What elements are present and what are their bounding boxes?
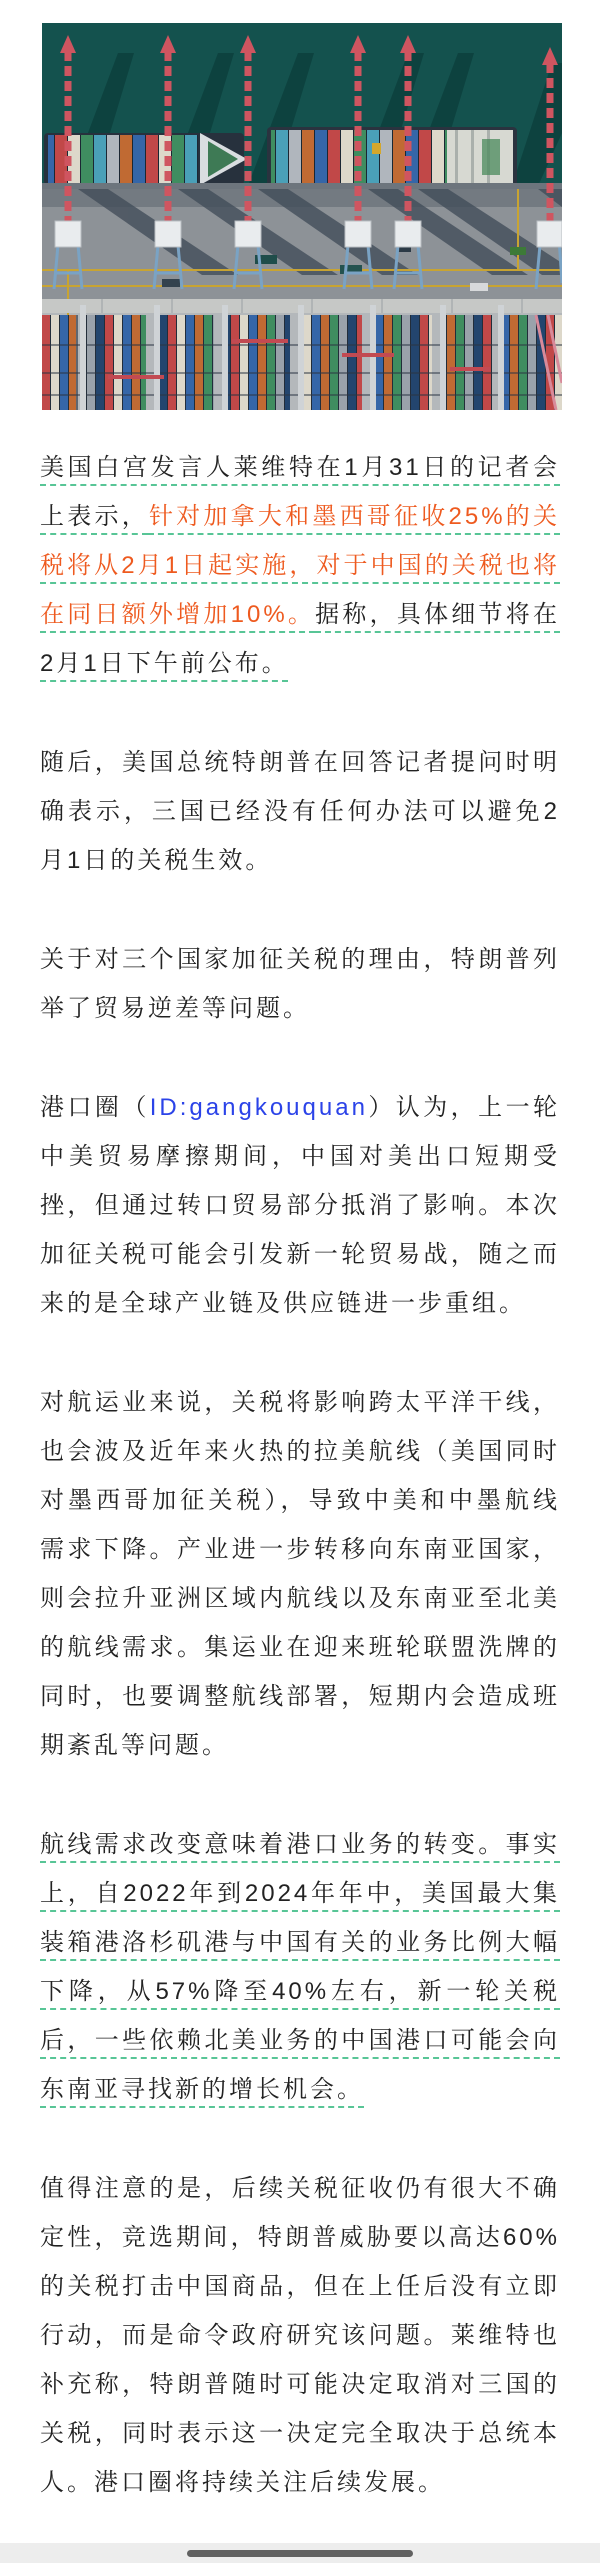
scrollbar-track xyxy=(0,2543,600,2563)
article-paragraph xyxy=(40,1378,560,1770)
article-body xyxy=(0,410,600,2507)
article-paragraph xyxy=(40,1083,560,1328)
article-paragraph xyxy=(40,2164,560,2507)
port-aerial-photo-graphic xyxy=(42,23,562,410)
highlight-text: 针对加拿大和墨西哥征收25%的关税将从2月1日起实施，对于中国的关税也将在同日额外增加10%。 xyxy=(40,503,560,628)
container-yard xyxy=(42,305,562,410)
scrollbar-thumb[interactable] xyxy=(187,2550,413,2557)
article-paragraph xyxy=(40,738,560,885)
article-paragraph xyxy=(40,1820,560,2114)
body-text: ）认为，上一轮中美贸易摩擦期间，中国对美出口短期受挫，但通过转口贸易部分抵消了影响。本次加征关税可能会引发新一轮贸易战，随之而来的是全球产业链及供应链进一步重组。 xyxy=(40,1094,561,1317)
body-text: 据称，具体细节将在2月1日下午前公布。 xyxy=(40,601,561,677)
body-text: 对航运业来说，关税将影响跨太平洋干线，也会波及近年来火热的拉美航线（美国同时对墨西哥加征关税），导致中美和中墨航线需求下降。产业进一步转移向东南亚国家，则会拉升亚洲区域内航线以及东南亚至北美的航线需求。集运业在迎来班轮联盟洗牌的同时，也要调整航线部署，短期内会造成班期紊乱等问题。 xyxy=(40,1389,560,1759)
article-paragraph xyxy=(40,443,560,688)
body-text: 关于对三个国家加征关税的理由，特朗普列举了贸易逆差等问题。 xyxy=(40,946,560,1022)
body-text: 港口圈（ xyxy=(40,1094,150,1121)
article-paragraph xyxy=(40,935,560,1033)
port-aerial-photo xyxy=(42,23,562,410)
body-text: 值得注意的是，后续关税征收仍有很大不确定性，竞选期间，特朗普威胁要以高达60%的关税打击中国商品，但在上任后没有立即行动，而是命令政府研究该问题。莱维特也补充称，特朗普随时可能决定取消对三国的关税，同时表示这一决定完全取决于总统本人。港口圈将持续关注后续发展。 xyxy=(40,2175,560,2496)
body-text: 美国白宫发言人莱维特在1月31日的记者会上表示， xyxy=(40,454,560,530)
account-id-link[interactable]: ID:gangkouquan xyxy=(149,1094,368,1121)
body-text: 航线需求改变意味着港口业务的转变。事实上，自2022年到2024年年中，美国最大集装箱港洛杉矶港与中国有关的业务比例大幅下降，从57%降至40%左右，新一轮关税后，一些依赖北美业务的中国港口可能会向东南亚寻找新的增长机会。 xyxy=(40,1831,560,2103)
body-text: 随后，美国总统特朗普在回答记者提问时明确表示，三国已经没有任何办法可以避免2月1日的关税生效。 xyxy=(40,749,560,874)
